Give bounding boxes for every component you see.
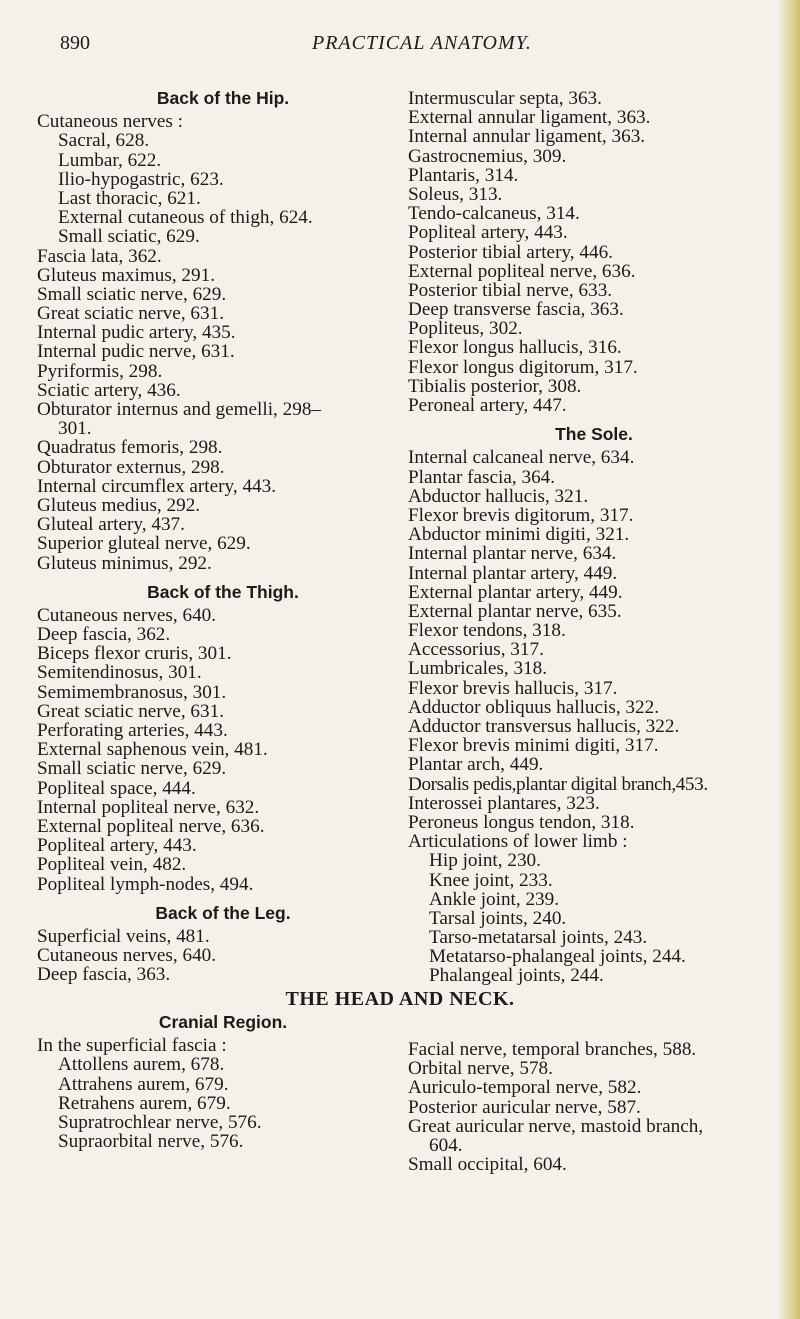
list-item: External popliteal nerve, 636. — [37, 815, 265, 837]
list-item: Posterior tibial artery, 446. — [408, 241, 613, 263]
list-item: Soleus, 313. — [408, 183, 503, 205]
list-item: Deep fascia, 363. — [37, 964, 171, 986]
list-item: Attollens aurem, 678. — [58, 1054, 225, 1076]
list-item: Peroneal artery, 447. — [408, 395, 567, 416]
head-neck-right-column — [408, 1040, 780, 1174]
list-item: Flexor longus hallucis, 316. — [408, 337, 622, 359]
cranial-column — [37, 1013, 409, 1151]
list-item: Superior gluteal nerve, 629. — [37, 533, 251, 555]
list-item: Last thoracic, 621. — [58, 187, 201, 209]
page-edge — [778, 0, 800, 1319]
list-item: Interossei plantares, 323. — [408, 792, 600, 814]
list-item: Deep fascia, 362. — [37, 624, 171, 646]
right-column — [408, 89, 780, 986]
section-heading-head-and-neck: THE HEAD AND NECK. — [285, 988, 515, 1010]
list-item: Abductor minimi digiti, 321. — [408, 524, 630, 546]
list-item: Ankle joint, 239. — [429, 888, 560, 910]
list-item: Flexor brevis digitorum, 317. — [408, 504, 634, 526]
list-item: Plantar fascia, 364. — [408, 466, 556, 488]
list-item: Popliteal artery, 443. — [408, 222, 568, 244]
list-item: Knee joint, 233. — [429, 869, 553, 891]
list-item: Hip joint, 230. — [429, 850, 541, 872]
list-item: Popliteal vein, 482. — [37, 854, 187, 876]
list-item: Intermuscular septa, 363. — [408, 88, 602, 109]
list-item: Auriculo-temporal nerve, 582. — [408, 1077, 642, 1099]
list-item: Popliteal artery, 443. — [37, 835, 197, 857]
list-item: Lumbricales, 318. — [408, 658, 548, 680]
list-item: Tarsal joints, 240. — [429, 907, 567, 929]
list-item: Tendo-calcaneus, 314. — [408, 203, 580, 225]
section-heading-back-of-leg: Back of the Leg. — [155, 902, 291, 923]
list-item: Gluteal artery, 437. — [37, 514, 185, 536]
list-item: Posterior auricular nerve, 587. — [408, 1096, 641, 1118]
page-header — [0, 32, 800, 58]
list-item: Semimembranosus, 301. — [37, 681, 227, 703]
list-item: Popliteal space, 444. — [37, 777, 196, 799]
list-item: Flexor longus digitorum, 317. — [408, 356, 638, 378]
list-item: Adductor transversus hallucis, 322. — [408, 716, 680, 737]
list-item: Semitendinosus, 301. — [37, 662, 202, 684]
section-heading-back-of-hip: Back of the Hip. — [156, 88, 290, 108]
list-item: Abductor hallucis, 321. — [408, 485, 589, 507]
list-item: Small occipital, 604. — [408, 1154, 567, 1176]
list-item: In the superficial fascia : — [37, 1035, 227, 1057]
list-item: Small sciatic nerve, 629. — [37, 758, 227, 780]
list-item: Dorsalis pedis,plantar digital branch,453. — [408, 773, 708, 795]
list-item: Internal pudic artery, 435. — [37, 322, 236, 344]
list-item: Accessorius, 317. — [408, 639, 544, 661]
section-heading-cranial: Cranial Region. — [158, 1012, 288, 1032]
list-item: Metatarso-phalangeal joints, 244. — [429, 946, 686, 968]
list-item: External plantar artery, 449. — [408, 581, 623, 603]
list-item: Ilio-hypogastric, 623. — [58, 168, 224, 190]
list-item: External cutaneous of thigh, 624. — [58, 207, 313, 229]
list-item: Fascia lata, 362. — [37, 245, 162, 267]
list-item: Facial nerve, temporal branches, 588. — [408, 1039, 697, 1060]
list-item: Great auricular nerve, mastoid branch, — [408, 1115, 704, 1137]
list-item: Obturator internus and gemelli, 298– — [37, 399, 322, 420]
list-item: Flexor brevis minimi digiti, 317. — [408, 735, 659, 757]
list-item: Gluteus maximus, 291. — [37, 264, 216, 286]
list-item: Gastrocnemius, 309. — [408, 145, 567, 167]
list-item: Cutaneous nerves : — [37, 111, 184, 133]
list-item: External popliteal nerve, 636. — [408, 260, 636, 282]
list-item: Attrahens aurem, 679. — [58, 1073, 229, 1095]
list-item: Peroneus longus tendon, 318. — [408, 811, 635, 833]
list-item: Internal calcaneal nerve, 634. — [408, 447, 635, 469]
list-item: Small sciatic nerve, 629. — [37, 283, 227, 305]
list-item: Flexor tendons, 318. — [408, 620, 566, 642]
list-item: Tarso-metatarsal joints, 243. — [429, 927, 648, 949]
list-item: Internal circumflex artery, 443. — [37, 475, 277, 497]
page-number: 890 — [60, 32, 90, 54]
list-item: Popliteus, 302. — [408, 318, 523, 340]
list-item: Adductor obliquus hallucis, 322. — [408, 696, 660, 718]
list-item: 301. — [58, 418, 92, 440]
list-item: Biceps flexor cruris, 301. — [37, 643, 232, 665]
list-item: 604. — [429, 1134, 463, 1156]
list-item: Internal popliteal nerve, 632. — [37, 796, 260, 818]
list-item: Obturator externus, 298. — [37, 456, 225, 478]
list-item: Plantaris, 314. — [408, 164, 519, 186]
list-item: Internal pudic nerve, 631. — [37, 341, 235, 363]
list-item: External annular ligament, 363. — [408, 107, 651, 129]
list-item: Pyriformis, 298. — [37, 360, 163, 382]
list-item: Internal plantar nerve, 634. — [408, 543, 617, 565]
list-item: Articulations of lower limb : — [408, 831, 628, 853]
list-item: Orbital nerve, 578. — [408, 1058, 553, 1080]
list-item: Small sciatic, 629. — [58, 226, 200, 248]
list-item: Quadratus femoris, 298. — [37, 437, 223, 459]
list-item: Flexor brevis hallucis, 317. — [408, 677, 618, 699]
list-item: Internal annular ligament, 363. — [408, 126, 646, 148]
list-item: Superficial veins, 481. — [37, 925, 210, 947]
list-item: Supratrochlear nerve, 576. — [58, 1111, 262, 1133]
list-item: Perforating arteries, 443. — [37, 720, 228, 741]
list-item: Great sciatic nerve, 631. — [37, 700, 224, 722]
list-item: Cutaneous nerves, 640. — [37, 945, 217, 967]
list-item: Phalangeal joints, 244. — [429, 965, 604, 987]
section-heading-sole: The Sole. — [555, 424, 633, 445]
list-item: Great sciatic nerve, 631. — [37, 303, 224, 325]
list-item: Retrahens aurem, 679. — [58, 1092, 231, 1114]
list-item: Sacral, 628. — [58, 130, 150, 152]
running-title: PRACTICAL ANATOMY. — [312, 32, 532, 54]
list-item: Lumbar, 622. — [58, 149, 162, 171]
list-item: Posterior tibial nerve, 633. — [408, 279, 613, 301]
list-item: Sciatic artery, 436. — [37, 379, 181, 401]
list-item: Gluteus minimus, 292. — [37, 552, 212, 574]
list-item: External plantar nerve, 635. — [408, 600, 622, 622]
list-item: Plantar arch, 449. — [408, 754, 544, 776]
list-item: External saphenous vein, 481. — [37, 739, 268, 761]
list-item: Supraorbital nerve, 576. — [58, 1131, 244, 1153]
list-item: Internal plantar artery, 449. — [408, 562, 618, 584]
list-item: Popliteal lymph-nodes, 494. — [37, 873, 254, 895]
list-item: Cutaneous nerves, 640. — [37, 604, 217, 626]
list-item: Deep transverse fascia, 363. — [408, 299, 624, 321]
section-heading-back-of-thigh: Back of the Thigh. — [147, 581, 299, 602]
left-column — [37, 89, 409, 984]
list-item: Gluteus medius, 292. — [37, 494, 201, 516]
list-item: Tibialis posterior, 308. — [408, 375, 582, 397]
